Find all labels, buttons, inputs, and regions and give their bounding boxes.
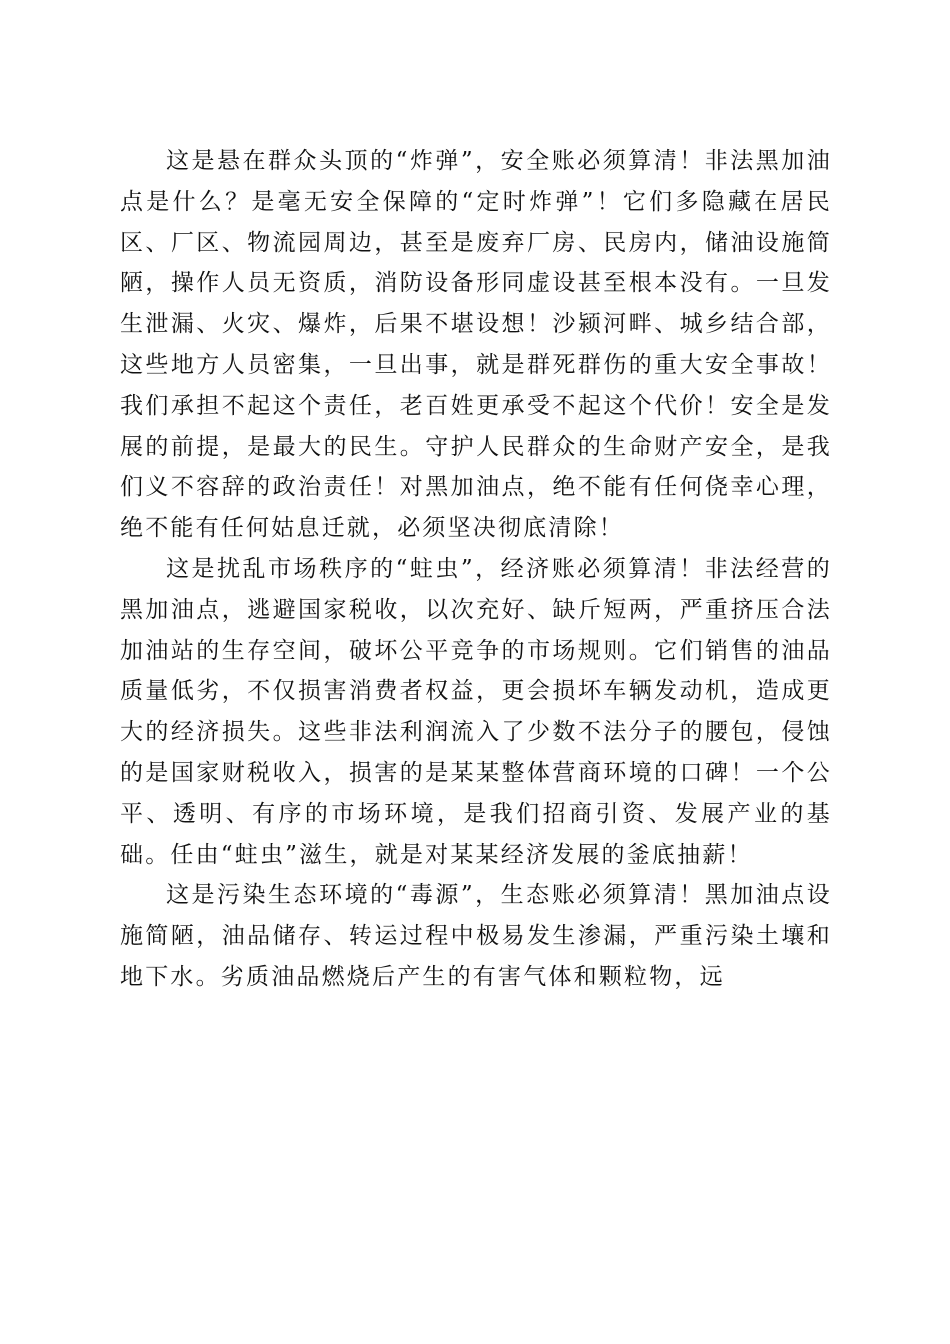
paragraph-economy: 这是扰乱市场秩序的“蛀虫”，经济账必须算清！非法经营的黑加油点，逃避国家税收，以次充好、缺斤短两，严重挤压合法加油站的生存空间，破坏公平竞争的市场规则。它们销售的油品质量低劣，不仅损害消费者权益，更会损坏车辆发动机，造成更大的经济损失。这些非法利润流入了少数不法分子的腰包，侵蚀的是国家财税收入，损害的是某某整体营商环境的口碑！一个公平、透明、有序的市场环境，是我们招商引资、发展产业的基础。任由“蛀虫”滋生，就是对某某经济发展的釜底抽薪！: [120, 555, 832, 868]
paragraph-ecology: 这是污染生态环境的“毒源”，生态账必须算清！黑加油点设施简陋，油品储存、转运过程中极易发生渗漏，严重污染土壤和地下水。劣质油品燃烧后产生的有害气体和颗粒物，远: [120, 882, 832, 990]
paragraph-safety: 这是悬在群众头顶的“炸弹”，安全账必须算清！非法黑加油点是什么？是毫无安全保障的“定时炸弹”！它们多隐藏在居民区、厂区、物流园周边，甚至是废弃厂房、民房内，储油设施简陋，操作人员无资质，消防设备形同虚设甚至根本没有。一旦发生泄漏、火灾、爆炸，后果不堪设想！沙颍河畔、城乡结合部，这些地方人员密集，一旦出事，就是群死群伤的重大安全事故！我们承担不起这个责任，老百姓更承受不起这个代价！安全是发展的前提，是最大的民生。守护人民群众的生命财产安全，是我们义不容辞的政治责任！对黑加油点，绝不能有任何侥幸心理，绝不能有任何姑息迁就，必须坚决彻底清除！: [120, 148, 832, 542]
document-page: [120, 141, 832, 998]
